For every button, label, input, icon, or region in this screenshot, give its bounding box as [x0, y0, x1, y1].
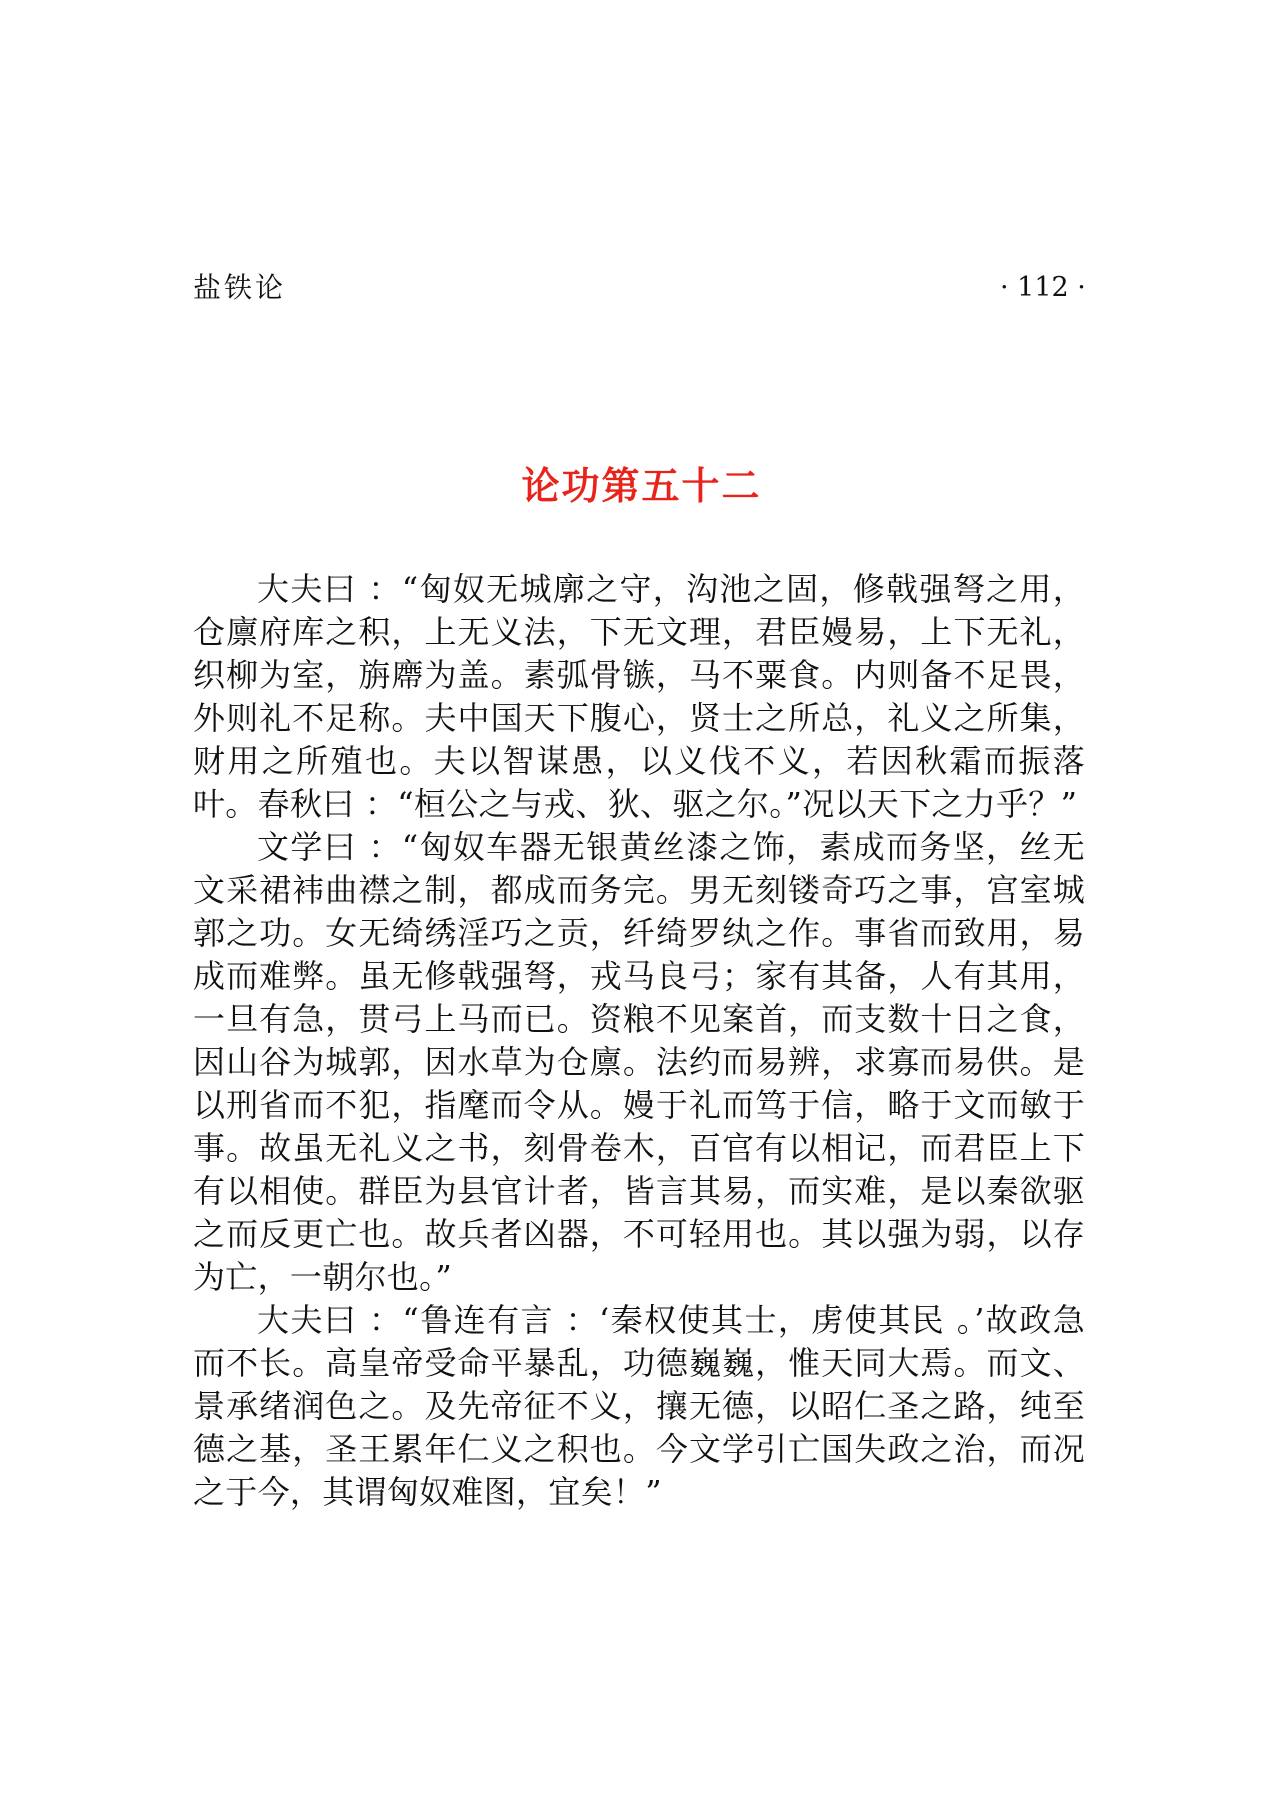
paragraph-dafu-2: 大夫曰 ：“鲁连有言 ：‘秦权使其士，虏使其民 。’故政急而不长。高皇帝受命平暴乱，功德巍巍，惟天同大焉。而文、景承绪润色之。及先帝征不义，攘无德，以昭仁圣之路，纯至德之基，圣王累年仁义之积也。今文学引亡国失政之治，而况之于今，其谓匈奴难图，宜矣！”: [193, 1301, 1085, 1511]
page-number: · 112 ·: [1000, 272, 1086, 303]
paragraph-dafu-1: 大夫曰 ：“匈奴无城廓之守，沟池之固，修戟强弩之用，仓廪府库之积，上无义法，下无文理，君臣嫚易，上下无礼，织柳为室，旃廗为盖。素弧骨镞，马不粟食。内则备不足畏，外则礼不足称。夫中国天下腹心，贤士之所总，礼义之所集，财用之所殖也。夫以智谋愚，以义伐不义，若因秋霜而振落叶。春秋曰 ：“桓公之与戎、狄、驱之尔。”况以天下之力乎？”: [193, 570, 1085, 823]
paragraph-wenxue: 文学曰 ：“匈奴车器无银黄丝漆之饰，素成而务坚，丝无文采裙袆曲襟之制，都成而务完。男无刻镂奇巧之事，宫室城郭之功。女无绮绣淫巧之贡，纤绮罗纨之作。事省而致用，易成而难弊。虽无修戟强弩，戎马良弓；家有其备，人有其用，一旦有急，贯弓上马而已。资粮不见案首，而支数十日之食，因山谷为城郭，因水草为仓廪。法约而易辨，求寡而易供。是以刑省而不犯，指麾而令从。嫚于礼而笃于信，略于文而敏于事。故虽无礼义之书，刻骨卷木，百官有以相记，而君臣上下有以相使。群臣为县官计者，皆言其易，而实难，是以秦欲驱之而反更亡也。故兵者凶器，不可轻用也。其以强为弱，以存为亡，一朝尔也。”: [193, 828, 1085, 1296]
book-title: 盐铁论: [193, 271, 287, 304]
body-text: [193, 568, 1085, 1514]
chapter-title: 论功第五十二: [521, 464, 762, 508]
